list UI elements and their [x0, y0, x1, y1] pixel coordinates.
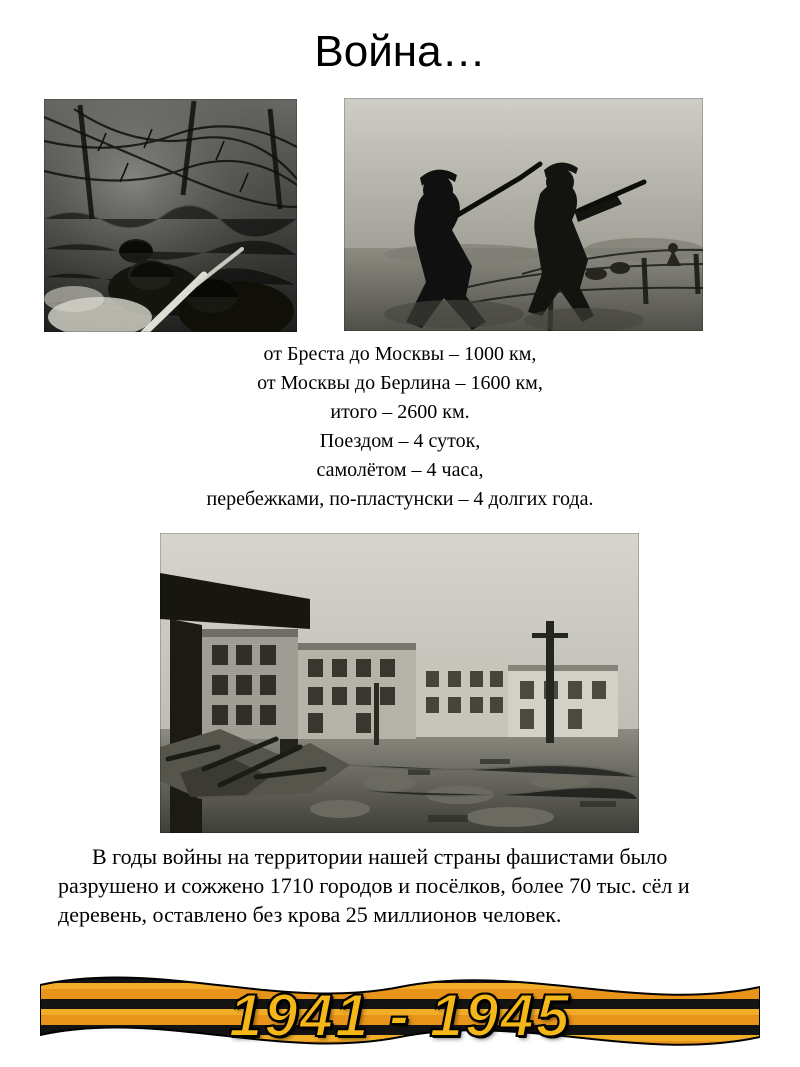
ribbon-graphic: [40, 965, 760, 1065]
poem-block: [0, 340, 800, 514]
poem-line-4: Поездом – 4 суток,: [319, 430, 481, 452]
soldiers-attacking-image: [344, 98, 703, 331]
poem-line-2: от Москвы до Берлина – 1600 км,: [257, 372, 543, 394]
soldiers-barbed-wire-photo: [44, 99, 297, 332]
ribbon-years-label: 1941 - 1945: [228, 981, 572, 1049]
soldiers-barbed-wire-image: [44, 99, 297, 332]
destroyed-city-photo: [160, 533, 639, 833]
soldiers-attacking-photo: [344, 98, 703, 331]
poem-line-5: самолётом – 4 часа,: [316, 459, 484, 481]
st-george-ribbon: [40, 965, 760, 1065]
paragraph-text: В годы войны на территории нашей страны фашистами было разрушено и сожжено 1710 городов и посёлков, более 70 тыс. сёл и деревень, оставлено без крова 25 миллионов человек.: [58, 844, 690, 927]
body-paragraph: [58, 842, 748, 929]
poem-line-1: от Бреста до Москвы – 1000 км,: [263, 343, 537, 365]
poem-line-3: итого – 2600 км.: [330, 401, 470, 423]
page-title: Война…: [314, 27, 486, 76]
destroyed-city-image: [160, 533, 639, 833]
poem-line-6: перебежками, по-пластунски – 4 долгих года.: [206, 488, 594, 510]
